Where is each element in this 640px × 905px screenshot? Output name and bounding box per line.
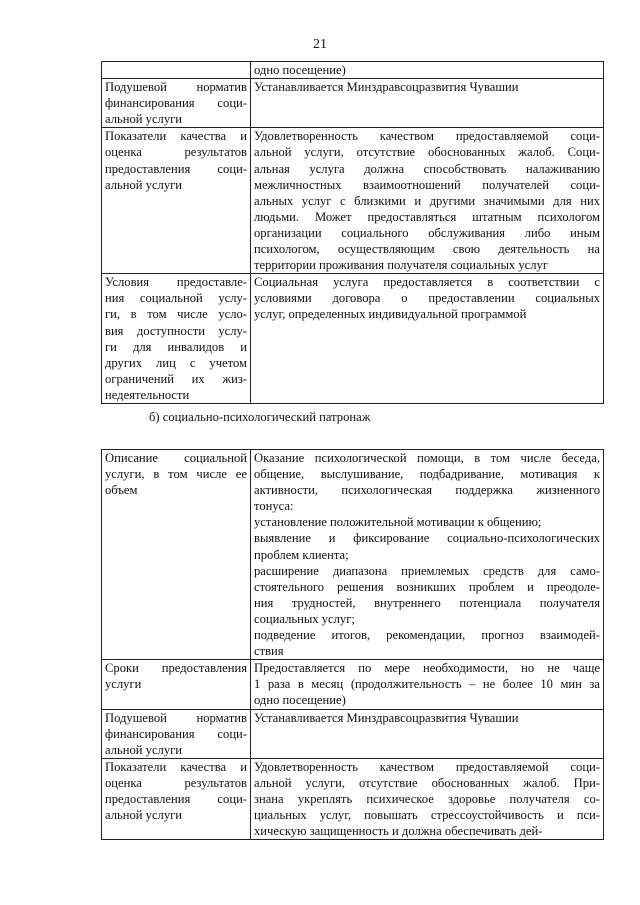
cell-line: объем [105, 483, 138, 498]
cell-line: ния трудностей, внутреннего потенциала получателя [254, 595, 600, 610]
cell-line: услуги [105, 677, 142, 692]
cell-line: Описание социальной [105, 451, 247, 465]
cell-line: недеятельности [105, 387, 190, 402]
cell-line: стоятельного решения возникших проблем и преодоле- [254, 579, 600, 594]
cell-line: Показатели качества и [105, 129, 247, 144]
row-value-cell [251, 274, 604, 404]
cell-line: альной услуги [105, 742, 183, 757]
cell-line: альная услуга должна способствовать налаживанию [254, 161, 600, 176]
cell-line: альной услуги [105, 808, 183, 823]
table-row [102, 660, 604, 709]
cell-line: оценка результатов [105, 775, 247, 790]
row-value-cell [251, 660, 604, 709]
row-label-cell [102, 660, 251, 709]
cell-line: ния социальной услу- [105, 291, 247, 306]
row-value-cell [251, 79, 604, 128]
cell-line: расширение диапазона приемлемых средств для само- [254, 563, 600, 578]
row-label-cell [102, 450, 251, 660]
row-label-cell [102, 274, 251, 404]
cell-line: альной услуги [105, 112, 183, 127]
cell-line: организации социального обслуживания либо иным [254, 225, 600, 240]
row-value-cell [251, 128, 604, 274]
cell-line: людьми. Может предоставляться штатным психологом [254, 209, 600, 224]
cell-line: альной услуги, отсутствие обоснованных жалоб. Соци- [254, 145, 600, 160]
cell-line: одно посещение) [254, 63, 346, 77]
cell-line: условиями договора о предоставлении социальных [254, 291, 600, 306]
cell-line: Показатели качества и [105, 759, 247, 774]
row-value-cell [251, 758, 604, 839]
row-label-cell [102, 79, 251, 128]
service-table-top [101, 61, 604, 404]
cell-line: хическую защищенность и должна обеспечивать дей- [254, 824, 543, 839]
cell-line: психологом, осуществляющим свою деятельность на [254, 242, 600, 257]
cell-line: активности, психологическая поддержка жизненного [254, 483, 600, 498]
cell-line: предоставления соци- [105, 161, 247, 176]
row-value-cell [251, 450, 604, 660]
page-number: 21 [313, 37, 327, 52]
cell-line: ги, в том числе усло- [105, 307, 247, 322]
cell-line: Устанавливается Минздравсоцразвития Чувашии [254, 80, 519, 95]
row-value-cell [251, 709, 604, 758]
cell-line: Подушевой норматив [105, 80, 247, 95]
table-row [102, 62, 604, 79]
row-label-cell [102, 62, 251, 79]
cell-line: межличностных взаимоотношений получателей соци- [254, 177, 600, 192]
service-table-bottom [101, 449, 604, 840]
cell-line: Удовлетворенность качеством предоставляемой соци- [254, 129, 600, 144]
table-row [102, 274, 604, 404]
row-value-cell [251, 62, 604, 79]
cell-line: территории проживания получателя социальных услуг [254, 258, 548, 273]
table-row [102, 709, 604, 758]
cell-line: знана укреплять психическое здоровье получателя со- [254, 791, 600, 806]
cell-line: общение, выслушивание, подбадривание, мотивация к [254, 467, 600, 482]
cell-line: альной услуги [105, 177, 183, 192]
cell-line: Условия предоставле- [105, 275, 247, 290]
cell-line: услуг, определенных индивидуальной программой [254, 307, 527, 322]
cell-line: предоставления соци- [105, 791, 247, 806]
row-label-cell [102, 709, 251, 758]
cell-line: подведение итогов, рекомендации, прогноз взаимодей- [254, 628, 600, 643]
cell-line: установление положительной мотивации к общению; [254, 515, 542, 530]
cell-line: социальных услуг; [254, 611, 355, 626]
cell-line: финансирования соци- [105, 96, 247, 111]
cell-line: выявление и фиксирование социально-психологических [254, 531, 600, 546]
cell-line: вия доступности услу- [105, 323, 247, 338]
table-row [102, 128, 604, 274]
cell-line: Подушевой норматив [105, 710, 247, 725]
table-row [102, 758, 604, 839]
cell-line: циальных услуг, повышать стрессоустойчивость и пси- [254, 808, 600, 823]
section-heading: б) социально-психологический патронаж [149, 410, 371, 424]
cell-line: проблем клиента; [254, 547, 349, 562]
cell-line: Удовлетворенность качеством предоставляемой соци- [254, 759, 600, 774]
cell-line: финансирования соци- [105, 726, 247, 741]
table-row [102, 79, 604, 128]
cell-line: альных услуг с близкими и другими значимыми для них [254, 193, 600, 208]
cell-line: одно посещение) [254, 693, 346, 708]
row-label-cell [102, 128, 251, 274]
cell-line: ствия [254, 644, 284, 659]
row-label-cell [102, 758, 251, 839]
cell-line: 1 раза в месяц (продолжительность – не более 10 мин за [254, 677, 600, 692]
cell-line: Социальная услуга предоставляется в соответствии с [254, 275, 600, 290]
cell-line: тонуса: [254, 499, 294, 514]
cell-line: оценка результатов [105, 145, 247, 160]
table-row [102, 450, 604, 660]
cell-line: Предоставляется по мере необходимости, но не чаще [254, 661, 600, 676]
cell-line: Устанавливается Минздравсоцразвития Чувашии [254, 710, 519, 725]
cell-line: ограничений их жиз- [105, 371, 247, 386]
cell-line: других лиц с учетом [105, 355, 247, 370]
cell-line: услуги, в том числе ее [105, 467, 247, 482]
cell-line: Оказание психологической помощи, в том числе беседа, [254, 451, 600, 465]
cell-line: альной услуги, отсутствие обоснованных жалоб. При- [254, 775, 600, 790]
cell-line: Сроки предоставления [105, 661, 247, 676]
cell-line: ги для инвалидов и [105, 339, 247, 354]
